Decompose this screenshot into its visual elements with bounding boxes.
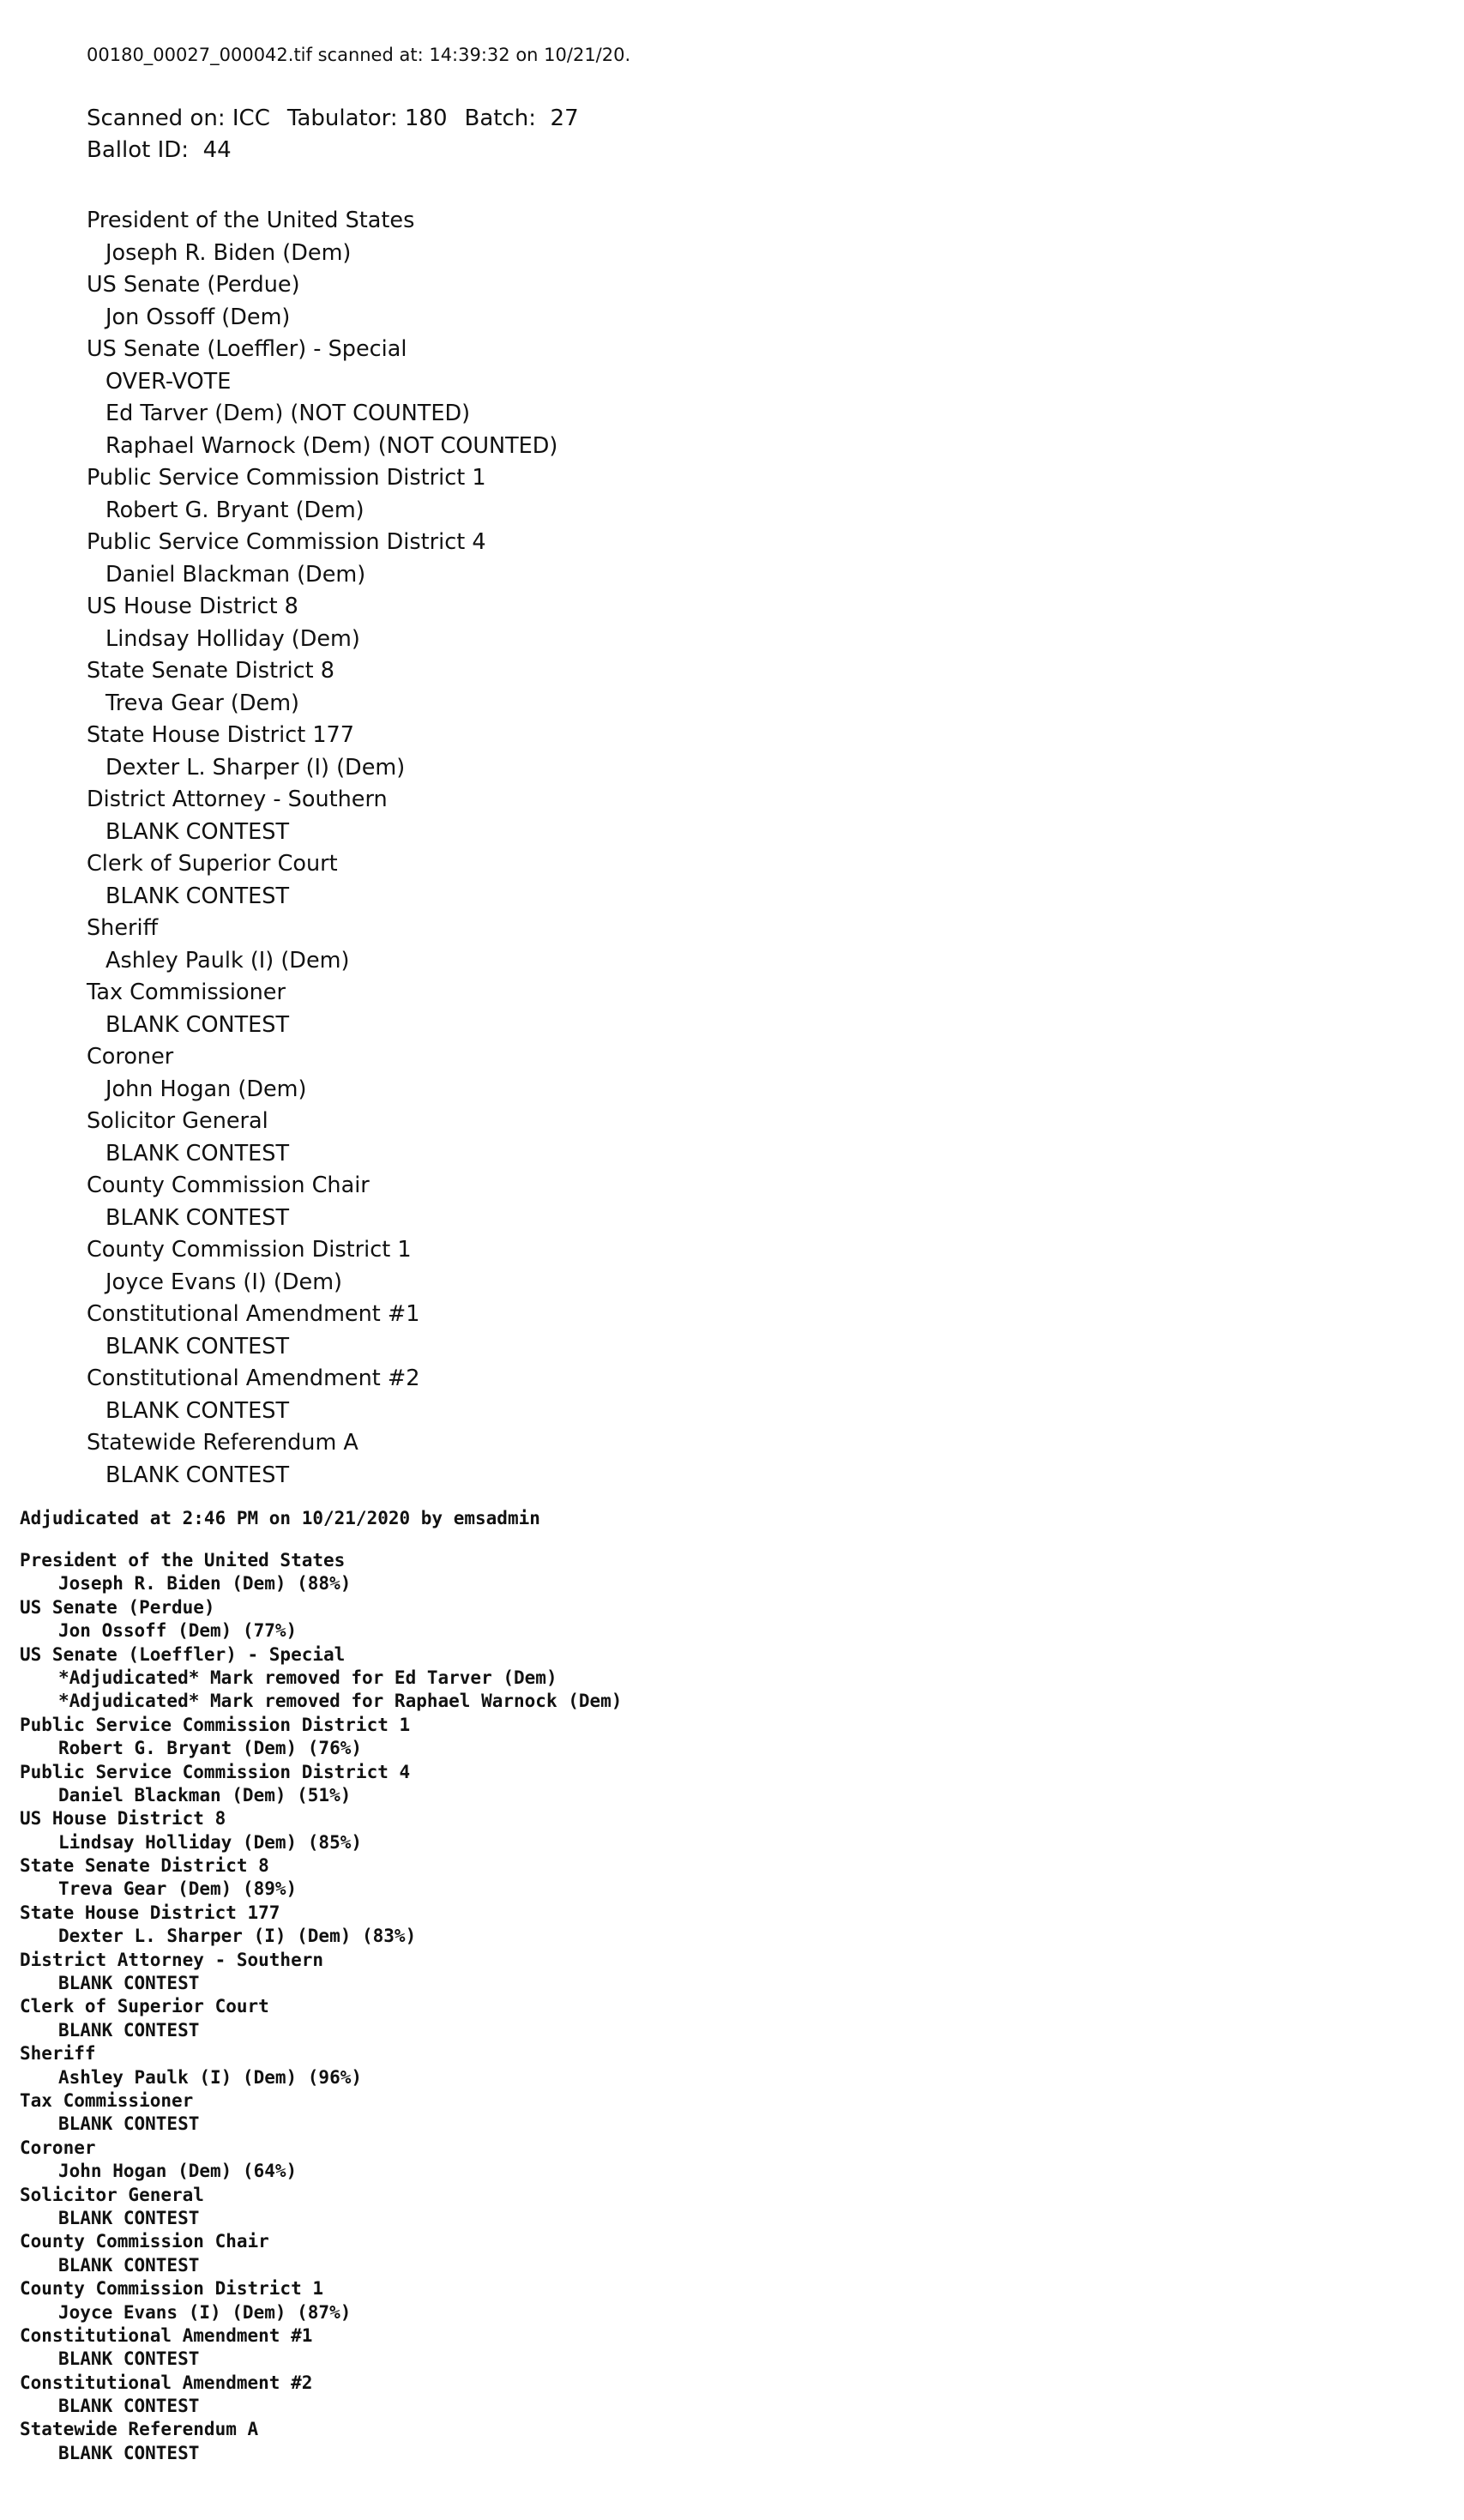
adjudicated-contest-title: US Senate (Loeffler) - Special <box>20 1643 346 1665</box>
scanned-on-label: Scanned on: <box>87 106 226 131</box>
scanned-contest-choice: BLANK CONTEST <box>105 1462 290 1488</box>
adjudicated-contest-choice: BLANK CONTEST <box>58 2207 200 2228</box>
adjudicated-contest-choice: Daniel Blackman (Dem) (51%) <box>58 1784 352 1806</box>
scanned-contest-title: County Commission Chair <box>87 1173 370 1198</box>
adjudication-contest-list <box>20 1549 622 2465</box>
adjudication-header: Adjudicated at 2:46 PM on 10/21/2020 by emsadmin <box>20 1508 540 1528</box>
batch-value: 27 <box>550 106 579 131</box>
scanned-contest-title: US Senate (Perdue) <box>87 272 300 298</box>
adjudicated-contest-choice: John Hogan (Dem) (64%) <box>58 2161 298 2182</box>
adjudicated-contest-choice: Joseph R. Biden (Dem) (88%) <box>58 1573 352 1595</box>
adjudication-record <box>20 1506 622 2465</box>
adjudicated-contest-title: Tax Commissioner <box>20 2089 194 2111</box>
adjudicated-contest-choice: BLANK CONTEST <box>58 2254 200 2276</box>
scanned-contest-choice: Ashley Paulk (I) (Dem) <box>105 947 350 974</box>
adjudicated-contest-choice: Joyce Evans (I) (Dem) (87%) <box>58 2301 352 2323</box>
scanned-contest-title: District Attorney - Southern <box>87 787 388 812</box>
adjudicated-contest-title: County Commission District 1 <box>20 2278 324 2300</box>
scanned-contest-title: Coroner <box>87 1044 174 1070</box>
adjudicated-contest-choice: BLANK CONTEST <box>58 1973 200 1994</box>
scanned-contest-choice: Lindsay Holliday (Dem) <box>105 625 360 652</box>
scanned-contest-title: Clerk of Superior Court <box>87 851 338 877</box>
scanned-contest-choice: BLANK CONTEST <box>105 1140 290 1167</box>
scanned-contest-choice: Dexter L. Sharper (I) (Dem) <box>105 754 406 781</box>
scan-file-line: 00180_00027_000042.tif scanned at: 14:39:32 on 10/21/20. <box>87 45 631 65</box>
scanned-contest-choice: BLANK CONTEST <box>105 1204 290 1231</box>
batch-label: Batch: <box>464 106 537 131</box>
adjudicated-contest-choice: Treva Gear (Dem) (89%) <box>58 1878 298 1900</box>
adjudicated-contest-title: Coroner <box>20 2137 96 2158</box>
tabulator-value: 180 <box>404 106 448 131</box>
scanned-contest-title: Sheriff <box>87 915 159 941</box>
adjudicated-contest-title: President of the United States <box>20 1550 346 1570</box>
scanned-contest-choice: Ed Tarver (Dem) (NOT COUNTED) <box>105 401 471 426</box>
scanned-contest-title: State House District 177 <box>87 722 354 748</box>
scanned-contest-choice: BLANK CONTEST <box>105 818 290 845</box>
scanned-contest-title: State Senate District 8 <box>87 658 334 684</box>
scanned-contest-title: President of the United States <box>87 208 415 233</box>
adjudicated-contest-choice: BLANK CONTEST <box>58 2113 200 2135</box>
adjudicated-contest-title: Constitutional Amendment #1 <box>20 2324 313 2346</box>
adjudicated-contest-choice: BLANK CONTEST <box>58 2348 200 2370</box>
ballot-id-value: 44 <box>202 137 232 163</box>
scanned-contest-choice: Daniel Blackman (Dem) <box>105 561 366 588</box>
scanned-contest-choice: BLANK CONTEST <box>105 883 290 909</box>
adjudicated-contest-choice: Ashley Paulk (I) (Dem) (96%) <box>58 2066 363 2088</box>
ballot-id-line <box>87 135 630 166</box>
adjudicated-contest-title: Public Service Commission District 1 <box>20 1714 411 1735</box>
scanned-contest-title: Constitutional Amendment #2 <box>87 1366 420 1391</box>
scanned-contest-choice: John Hogan (Dem) <box>105 1076 307 1102</box>
scanned-contest-title: Solicitor General <box>87 1108 268 1134</box>
scanned-contest-title: US Senate (Loeffler) - Special <box>87 336 407 362</box>
adjudicated-contest-title: US Senate (Perdue) <box>20 1596 215 1618</box>
scanned-contest-title: Statewide Referendum A <box>87 1430 358 1456</box>
scanned-contest-title: Tax Commissioner <box>87 980 286 1005</box>
scanned-contest-choice: Raphael Warnock (Dem) (NOT COUNTED) <box>105 432 558 459</box>
scanned-contest-choice: Robert G. Bryant (Dem) <box>105 497 364 523</box>
adjudicated-contest-choice: BLANK CONTEST <box>58 2442 200 2463</box>
scanned-contest-choice: BLANK CONTEST <box>105 1397 290 1424</box>
adjudicated-contest-title: Statewide Referendum A <box>20 2419 259 2440</box>
adjudicated-contest-choice: Robert G. Bryant (Dem) (76%) <box>58 1738 363 1759</box>
scanned-contest-choice: OVER-VOTE <box>105 368 232 395</box>
adjudicated-contest-choice: Dexter L. Sharper (I) (Dem) (83%) <box>58 1926 417 1947</box>
scanned-contest-title: Constitutional Amendment #1 <box>87 1301 420 1327</box>
adjudicated-contest-choice: BLANK CONTEST <box>58 2019 200 2041</box>
scanned-on-value: ICC <box>232 106 270 131</box>
adjudicated-contest-title: District Attorney - Southern <box>20 1949 324 1970</box>
adjudicated-contest-title: Sheriff <box>20 2043 96 2065</box>
adjudicated-contest-choice: *Adjudicated* Mark removed for Ed Tarver (Dem) <box>58 1667 557 1688</box>
adjudicated-contest-title: Solicitor General <box>20 2184 204 2205</box>
adjudicated-contest-title: US House District 8 <box>20 1808 226 1830</box>
scanned-contest-choice: BLANK CONTEST <box>105 1333 290 1359</box>
adjudicated-contest-choice: Lindsay Holliday (Dem) (85%) <box>58 1831 363 1853</box>
scan-record <box>87 43 630 1492</box>
scanned-contest-title: Public Service Commission District 1 <box>87 465 486 491</box>
scanned-contest-choice: Joyce Evans (I) (Dem) <box>105 1269 342 1295</box>
adjudicated-contest-title: Constitutional Amendment #2 <box>20 2372 313 2393</box>
scanned-contest-title: US House District 8 <box>87 594 298 619</box>
ballot-id-label: Ballot ID: <box>87 137 190 163</box>
scan-meta <box>87 103 630 166</box>
tabulator-label: Tabulator: <box>286 106 398 131</box>
adjudicated-contest-title: County Commission Chair <box>20 2231 269 2252</box>
adjudicated-contest-title: Public Service Commission District 4 <box>20 1761 411 1782</box>
scan-meta-line <box>87 103 630 135</box>
scanned-contest-title: Public Service Commission District 4 <box>87 529 486 555</box>
scanned-contest-choice: Treva Gear (Dem) <box>105 690 299 716</box>
scanned-contest-choice: Jon Ossoff (Dem) <box>105 304 291 330</box>
adjudicated-contest-choice: BLANK CONTEST <box>58 2396 200 2417</box>
adjudicated-contest-choice: Jon Ossoff (Dem) (77%) <box>58 1620 298 1642</box>
scanned-contest-title: County Commission District 1 <box>87 1237 412 1263</box>
scanned-contest-choice: BLANK CONTEST <box>105 1011 290 1038</box>
adjudicated-contest-choice: *Adjudicated* Mark removed for Raphael Warnock (Dem) <box>58 1691 623 1712</box>
adjudicated-contest-title: Clerk of Superior Court <box>20 1996 269 2017</box>
contest-list <box>87 205 630 1492</box>
adjudicated-contest-title: State House District 177 <box>20 1902 280 1923</box>
adjudicated-contest-title: State Senate District 8 <box>20 1855 269 1877</box>
scanned-contest-choice: Joseph R. Biden (Dem) <box>105 239 352 266</box>
